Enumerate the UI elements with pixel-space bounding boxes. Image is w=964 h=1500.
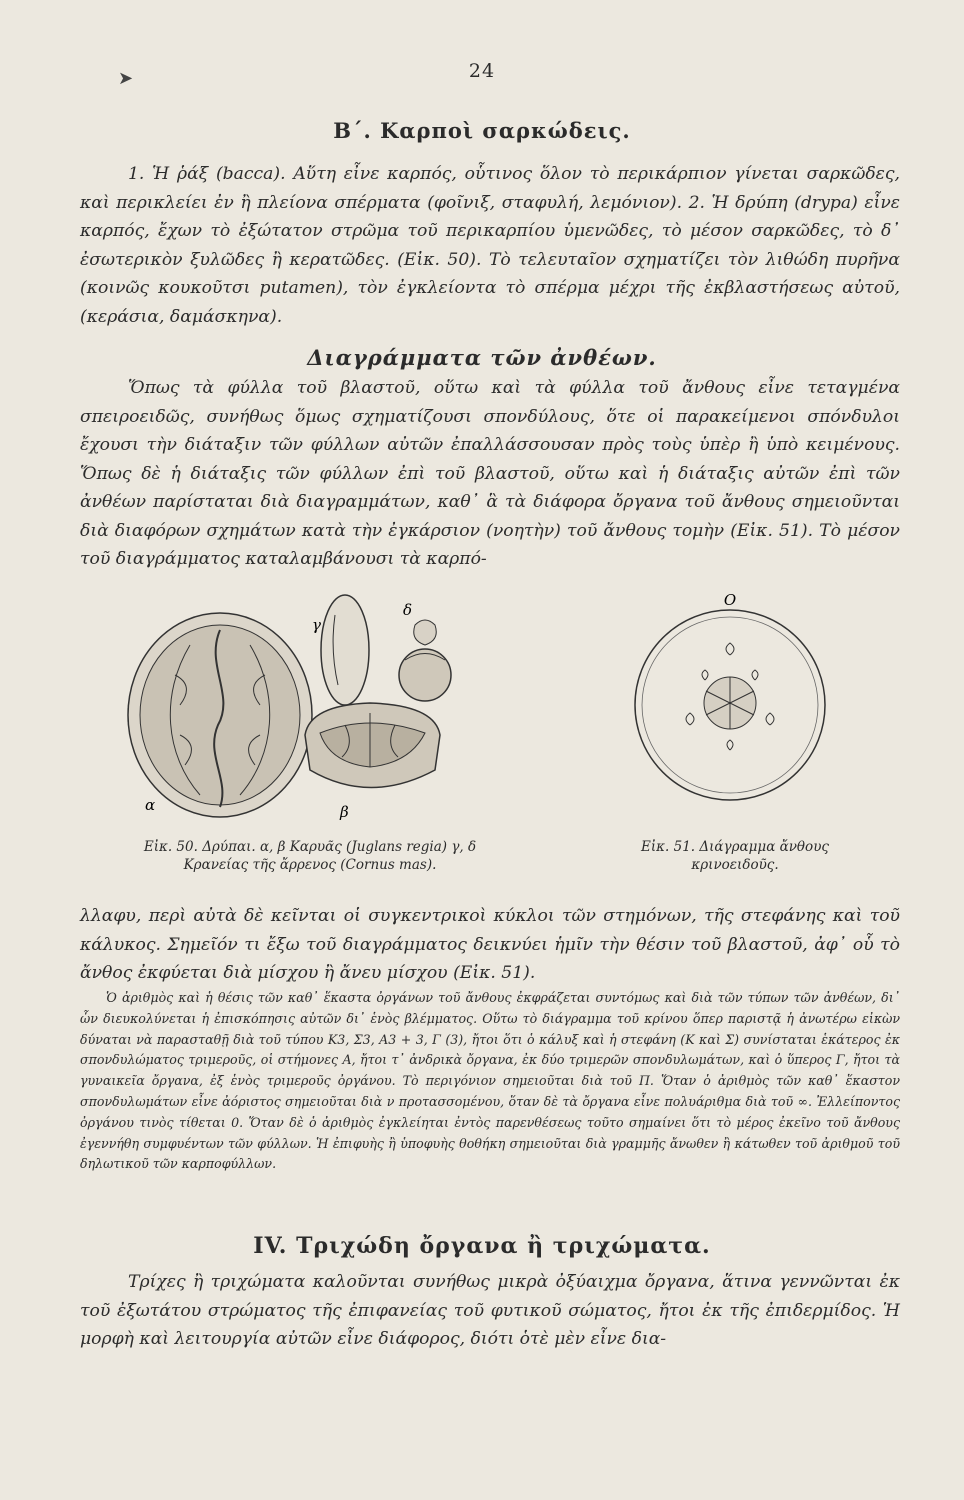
diagram-paragraph: Ὅπως τὰ φύλλα τοῦ βλαστοῦ, οὕτω καὶ τὰ φύλλα τοῦ ἄνθους εἶνε τεταγμένα σπειροειδῶς, συνήθως ὅμως σχηματίζουσι σπονδύλους, ὅτε οἱ παρακείμενοι σπόνδυλοι ἔχουσι τὴν διάταξιν τῶν φύλλων αὐτῶν ἐπαλλάσσουσαν πρὸς τοὺς ὑπὲρ ἢ ὑπὸ κειμένους. Ὅπως δὲ ἡ διάταξις τῶν φύλλων ἐπὶ τοῦ βλαστοῦ, οὕτω καὶ ἡ διάταξις αὐτῶν ἐπὶ τῶν ἀνθέων παρίσταται διὰ διαγραμμάτων, καθ᾽ ἃ τὰ διάφορα ὄργανα τοῦ ἄνθους σημειοῦνται διὰ διαφόρων σχημάτων κατὰ τὴν ἐγκάρσιον (νοητὴν) τοῦ ἄνθους τομὴν (Εἰκ. 51). Τὸ μέσον τοῦ διαγράμματος καταλαμβάνουσι τὰ καρπό- (80, 378, 900, 569)
ovary-symbol (704, 677, 756, 729)
footnote-text: Ὁ ἀριθμὸς καὶ ἡ θέσις τῶν καθ᾽ ἕκαστα ὀργάνων τοῦ ἄνθους ἐκφράζεται συντόμως καὶ διὰ τῶν τύπων τῶν ἀνθέων, δι᾽ ὧν διευκολύνεται ἡ ἐπισκόπησις αὐτῶν δι᾽ ἑνὸς βλέμματος. Οὕτω τὸ διάγραμμα τοῦ κρίνου ὅπερ παριστᾷ ἡ ἀνωτέρω εἰκὼν δύναται νὰ παρασταθῇ διὰ τοῦ τύπου K3, Σ3, Α3 + 3, Γ (3), ἤτοι ὅτι ὁ κάλυξ καὶ ἡ στεφάνη (Κ καὶ Σ) συνίσταται ἑκάτερος ἐκ σπονδυλώματος τριμεροῦς, οἱ στήμονες Α, ἤτοι τ᾽ ἀνδρικὰ ὄργανα, ἐκ δύο τριμερῶν σπονδυλωμάτων, καὶ ὁ ὕπερος Γ, ἤτοι τὰ γυναικεῖα ὄργανα, ἐξ ἑνὸς τριμεροῦς ὀργάνου. Τὸ περιγόνιον σημειοῦται διὰ τοῦ Π. Ὅταν ὁ ἀριθμὸς τῶν καθ᾽ ἕκαστον σπονδυλωμάτων εἶνε ἀόριστος σημειοῦται διὰ ν προτασσομένου, ὅταν δὲ τὰ ὄργανα εἶνε πολυάριθμα διὰ τοῦ ∞. Ἐλλείποντος ὀργάνου τινὸς τίθεται 0. Ὅταν δὲ ὁ ἀριθμὸς ἐγκλείηται ἐντὸς παρενθέσεως τοῦτο σημαίνει ὅτι τὸ μέρος ἐκεῖνο τοῦ ἄνθους ἐγεννήθη συμφυέντων τῶν φύλλων. Ἡ ἐπιφυὴς ἢ ὑποφυὴς θοθήκη σημειοῦται διὰ γραμμῆς ἄνωθεν ἢ κάτωθεν τοῦ ἀριθμοῦ τοῦ δηλωτικοῦ τῶν καρποφύλλων. (80, 990, 900, 1172)
section-iv-heading: IV. Τριχώδη ὄργανα ἢ τριχώματα. (253, 1233, 711, 1259)
label-g: γ (312, 616, 321, 634)
walnut-section-drawing (305, 703, 440, 788)
cornel-stone-drawing (399, 620, 451, 701)
section-b-paragraph: 1. Ἡ ῥάξ (bacca). Αὕτη εἶνε καρπός, οὗτινος ὅλον τὸ περικάρπιον γίνεται σαρκῶδες, καὶ περικλείει ἐν ἢ πλείονα σπέρματα (φοῖνιξ, σταφυλή, λεμόνιον). 2. Ἡ δρύπη (drypa) εἶνε καρπός, ἔχων τὸ ἐξώτατον στρῶμα τοῦ περικαρπίου ὑμενῶδες, τὸ μέσον σαρκῶδες, τὸ δ᾽ ἐσωτερικὸν ξυλῶδες ἢ κερατῶδες. (Εἰκ. 50). Τὸ τελευταῖον σχηματίζει τὸν λιθώδη πυρῆνα (κοινῶς κουκοῦτσι putamen), τὸν ἐγκλείοντα τὸ σπέρμα μέχρι τῆς ἐκβλαστήσεως αὐτοῦ, (κεράσια, δαμάσκηνα). (80, 164, 900, 327)
footnote (80, 988, 900, 1175)
diagram-heading: Διαγράμματα τῶν ἀνθέων. (307, 345, 657, 370)
label-b: β (340, 803, 349, 821)
fig51-diagram (620, 585, 850, 830)
section-b-text (80, 160, 900, 331)
cornel-fruit-drawing (321, 595, 369, 705)
fig50-caption: Εἰκ. 50. Δρύπαι. α, β Καρυᾶς (Juglans regia) γ, δ Κρανείας τῆς ἄρρενος (Cornus mas). (143, 839, 477, 873)
margin-mark: ➤ (118, 68, 134, 89)
label-a: α (145, 796, 156, 814)
diagram-paragraph-continued: λλαφυ, περὶ αὐτὰ δὲ κεῖνται οἱ συγκεντρικοὶ κύκλοι τῶν στημόνων, τῆς στεφάνης καὶ τοῦ κάλυκος. Σημεῖόν τι ἔξω τοῦ διαγράμματος δεικνύει ἡμῖν τὴν θέσιν τοῦ βλαστοῦ, ἀφ᾽ οὗ τὸ ἄνθος ἐκφύεται διὰ μίσχου ἢ ἄνευ μίσχου (Εἰκ. 51). (80, 906, 900, 983)
diagram-text (80, 374, 900, 574)
page-number: 24 (468, 60, 496, 82)
section-iv-paragraph: Τρίχες ἢ τριχώματα καλοῦνται συνήθως μικρὰ ὀξύαιχμα ὄργανα, ἅτινα γεννῶνται ἐκ τοῦ ἐξωτάτου στρώματος τῆς ἐπιφανείας τοῦ φυτικοῦ σώματος, ἤτοι ἐκ τῆς ἐπιδερμίδος. Ἡ μορφὴ καὶ λειτουργία αὐτῶν εἶνε διάφορος, διότι ὁτὲ μὲν εἶνε δια- (80, 1272, 900, 1349)
walnut-whole-drawing (128, 613, 312, 817)
label-d: δ (403, 601, 413, 619)
diagram-text-continued (80, 902, 900, 988)
section-b-heading: Β΄. Καρποὶ σαρκώδεις. (333, 118, 631, 143)
fig51-caption: Εἰκ. 51. Διάγραμμα ἄνθους κρινοειδοῦς. (641, 839, 829, 873)
section-iv-text (80, 1268, 900, 1354)
fig50-illustration (120, 585, 510, 830)
label-o: O (723, 591, 737, 609)
